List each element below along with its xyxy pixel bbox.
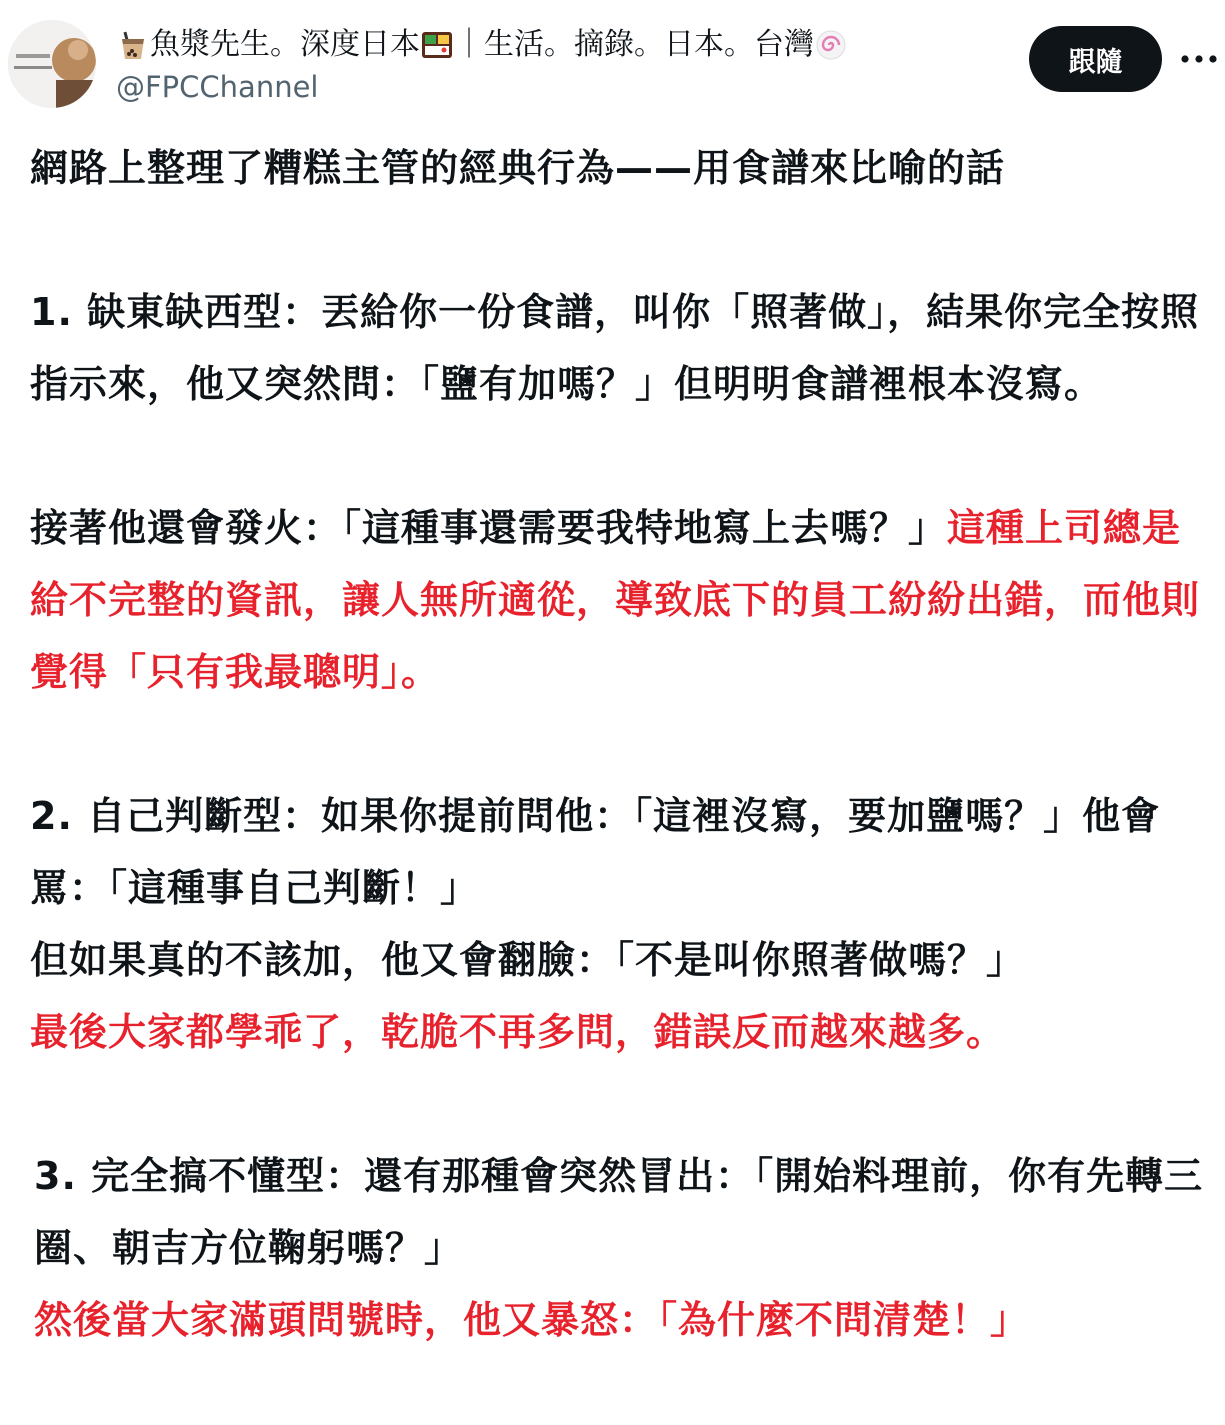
point-2-line-1: 2. 自己判斷型：如果你提前問他：「這裡沒寫，要加鹽嗎？」他會罵：「這種事自己判斷！」 — [30, 794, 1161, 910]
paragraph-gap — [30, 204, 1210, 276]
point-1-highlight: 這種上司總是給不完整的資訊，讓人無所適從，導致底下的員工紛紛出錯，而他則覺得「只有我最聰明」。 — [30, 506, 1201, 694]
post-body — [30, 132, 1210, 1356]
point-1-followup — [30, 492, 1210, 708]
paragraph-gap — [30, 420, 1210, 492]
display-name-prefix: 魚漿先生。深度日本 — [150, 27, 420, 62]
paragraph-gap — [30, 1068, 1210, 1140]
display-name-suffix: ｜生活。摘錄。日本。台灣 — [454, 27, 814, 62]
author-block — [116, 24, 996, 106]
point-1-text: 1. 缺東缺西型：丟給你一份食譜，叫你「照著做」，結果你完全按照指示來，他又突然問：「鹽有加嗎？」但明明食譜裡根本沒寫。 — [30, 290, 1200, 406]
follow-button[interactable]: 跟隨 — [1029, 26, 1162, 92]
point-2-highlight: 最後大家都學乖了，乾脆不再多問，錯誤反而越來越多。 — [30, 1010, 1006, 1054]
avatar-image-icon — [8, 20, 96, 108]
point-2-line-2: 但如果真的不該加，他又會翻臉：「不是叫你照著做嗎？」 — [30, 938, 1026, 982]
user-handle[interactable]: @FPCChannel — [116, 70, 319, 104]
more-options-button[interactable] — [1176, 36, 1222, 82]
point-3-highlight: 然後當大家滿頭問號時，他又暴怒：「為什麼不問清楚！」 — [34, 1298, 1030, 1342]
avatar[interactable] — [8, 20, 96, 108]
point-1-followup-normal: 接著他還會發火：「這種事還需要我特地寫上去嗎？」 — [30, 506, 948, 550]
point-3-line-1: 3. 完全搞不懂型：還有那種會突然冒出：「開始料理前，你有先轉三圈、朝吉方位鞠躬嗎？」 — [34, 1154, 1204, 1270]
fish-cake-icon — [814, 28, 848, 62]
post-intro: 網路上整理了糟糕主管的經典行為——用食譜來比喻的話 — [30, 146, 1006, 190]
post-header — [0, 0, 1225, 120]
more-horizontal-icon — [1180, 54, 1218, 64]
bento-box-icon — [420, 28, 454, 62]
bubble-tea-icon — [116, 28, 150, 62]
display-name[interactable] — [116, 24, 996, 66]
paragraph-gap — [30, 708, 1210, 780]
